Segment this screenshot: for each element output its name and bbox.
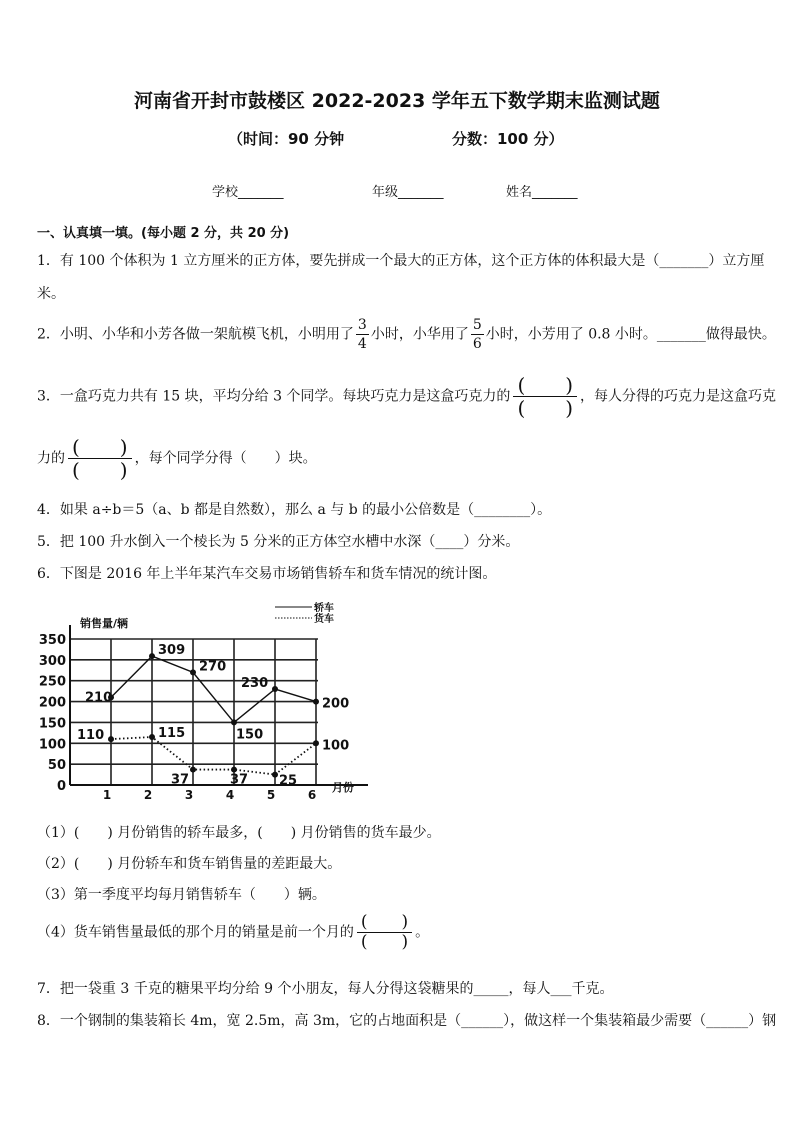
- question-3-text-c: 力的: [37, 450, 65, 467]
- x-tick-label: 6: [307, 788, 317, 802]
- x-tick-label: 5: [266, 788, 276, 802]
- y-tick-label: 300: [38, 653, 66, 669]
- data-point: [108, 736, 114, 742]
- fraction-three-quarters: [356, 318, 369, 351]
- question-3-line1: [37, 374, 776, 419]
- question-6-4-text-a: （4）货车销售量最低的那个月的销量是前一个月的: [37, 924, 354, 941]
- blank-fraction: [357, 913, 412, 952]
- data-label: 210: [85, 690, 113, 706]
- paper-title: 河南省开封市鼓楼区 2022-2023 学年五下数学期末监测试题: [134, 90, 660, 112]
- question-5: 5．把 100 升水倒入一个棱长为 5 分米的正方体空水槽中水深（____）分米。: [37, 534, 520, 550]
- fraction-numerator: 5: [472, 317, 482, 333]
- blank-fraction: [68, 436, 132, 481]
- y-tick-label: 200: [38, 695, 66, 711]
- y-tick-label: 350: [38, 633, 66, 648]
- data-point: [149, 734, 155, 740]
- school-field: 学校_______: [212, 185, 284, 200]
- data-label: 230: [241, 676, 269, 692]
- question-4: 4．如果 a÷b＝5（a、b 都是自然数），那么 a 与 b 的最小公倍数是（________）。: [37, 502, 552, 518]
- data-point: [190, 767, 196, 773]
- data-label: 110: [77, 728, 105, 744]
- section-heading: 一、认真填一填。(每小题 2 分，共 20 分): [37, 226, 290, 241]
- question-2: [37, 318, 776, 351]
- question-6: 6．下图是 2016 年上半年某汽车交易市场销售轿车和货车情况的统计图。: [37, 566, 497, 582]
- name-field: 姓名_______: [506, 185, 578, 200]
- x-axis-label: 月份: [332, 781, 354, 794]
- fraction-denominator: 4: [357, 336, 367, 352]
- data-label: 37: [171, 772, 190, 788]
- question-3-text-d: ，每个同学分得（ ）块。: [134, 450, 317, 467]
- exam-score: 分数：100 分）: [452, 130, 564, 148]
- data-label: 270: [199, 659, 227, 675]
- question-6-3: （3）第一季度平均每月销售轿车（ ）辆。: [37, 887, 326, 903]
- blank-fraction: [513, 374, 577, 419]
- question-3-text-b: ，每人分得的巧克力是这盒巧克: [580, 388, 777, 405]
- question-2-text-c: 小时，小芳用了 0.8 小时。_______做得最快。: [485, 326, 776, 343]
- y-tick-label: 0: [56, 779, 66, 794]
- blank-denominator: ( ): [513, 396, 577, 419]
- data-label: 309: [158, 643, 186, 659]
- question-1-line1: 1．有 100 个体积为 1 立方厘米的正方体，要先拼成一个最大的正方体，这个正方体的体积最大是（_______）立方厘: [37, 253, 765, 269]
- question-3-text-a: 3．一盒巧克力共有 15 块，平均分给 3 个同学。每块巧克力是这盒巧克力的: [37, 388, 511, 405]
- question-6-4: [37, 913, 429, 952]
- fraction-five-sixths: [471, 318, 484, 351]
- question-3-line2: [37, 436, 317, 481]
- question-1-line2: 米。: [37, 286, 65, 302]
- blank-numerator: ( ): [72, 435, 128, 459]
- question-7: 7．把一袋重 3 千克的糖果平均分给 9 个小朋友，每人分得这袋糖果的_____，每人___千克。: [37, 981, 614, 997]
- question-8: 8．一个钢制的集装箱长 4m，宽 2.5m，高 3m，它的占地面积是（______），做这样一个集装箱最少需要（______）钢: [37, 1013, 777, 1029]
- y-tick-label: 150: [38, 716, 66, 732]
- question-6-4-text-b: 。: [415, 924, 430, 941]
- question-6-1: （1）( ) 月份销售的轿车最多，( ) 月份销售的货车最少。: [37, 825, 441, 841]
- y-tick-label: 100: [38, 737, 66, 753]
- question-6-2: （2）( ) 月份轿车和货车销售量的差距最大。: [37, 856, 342, 872]
- x-tick-label: 1: [102, 788, 112, 802]
- fraction-denominator: 6: [472, 336, 482, 352]
- question-2-text-b: 小时，小华用了: [370, 326, 469, 343]
- data-point: [231, 719, 237, 725]
- data-point: [272, 686, 278, 692]
- legend-label: 轿车: [314, 603, 334, 614]
- x-tick-label: 4: [225, 788, 235, 802]
- y-tick-label: 250: [38, 674, 66, 690]
- data-point: [190, 669, 196, 675]
- x-tick-label: 3: [184, 788, 194, 802]
- data-point: [272, 772, 278, 778]
- data-label: 150: [236, 727, 264, 743]
- data-label: 37: [230, 772, 249, 788]
- data-point: [313, 740, 319, 746]
- data-point: [149, 653, 155, 659]
- data-label: 100: [322, 738, 350, 754]
- fraction-numerator: 3: [357, 317, 367, 333]
- blank-numerator: ( ): [517, 373, 574, 397]
- grade-field: 年级_______: [372, 185, 444, 200]
- data-label: 200: [322, 696, 350, 712]
- question-2-text-a: 2．小明、小华和小芳各做一架航模飞机，小明用了: [37, 326, 354, 343]
- blank-denominator: ( ): [357, 932, 412, 952]
- exam-time: （时间：90 分钟: [228, 130, 345, 148]
- y-axis-label: 销售量/辆: [80, 617, 129, 630]
- y-tick-label: 50: [47, 758, 66, 774]
- x-tick-label: 2: [143, 788, 153, 802]
- sales-line-chart: [30, 602, 370, 806]
- data-point: [313, 699, 319, 705]
- chart-svg: [30, 602, 370, 802]
- data-label: 115: [158, 726, 186, 742]
- blank-numerator: ( ): [360, 912, 409, 932]
- blank-denominator: ( ): [68, 458, 132, 481]
- data-label: 25: [279, 773, 298, 789]
- legend-label: 货车: [314, 614, 334, 625]
